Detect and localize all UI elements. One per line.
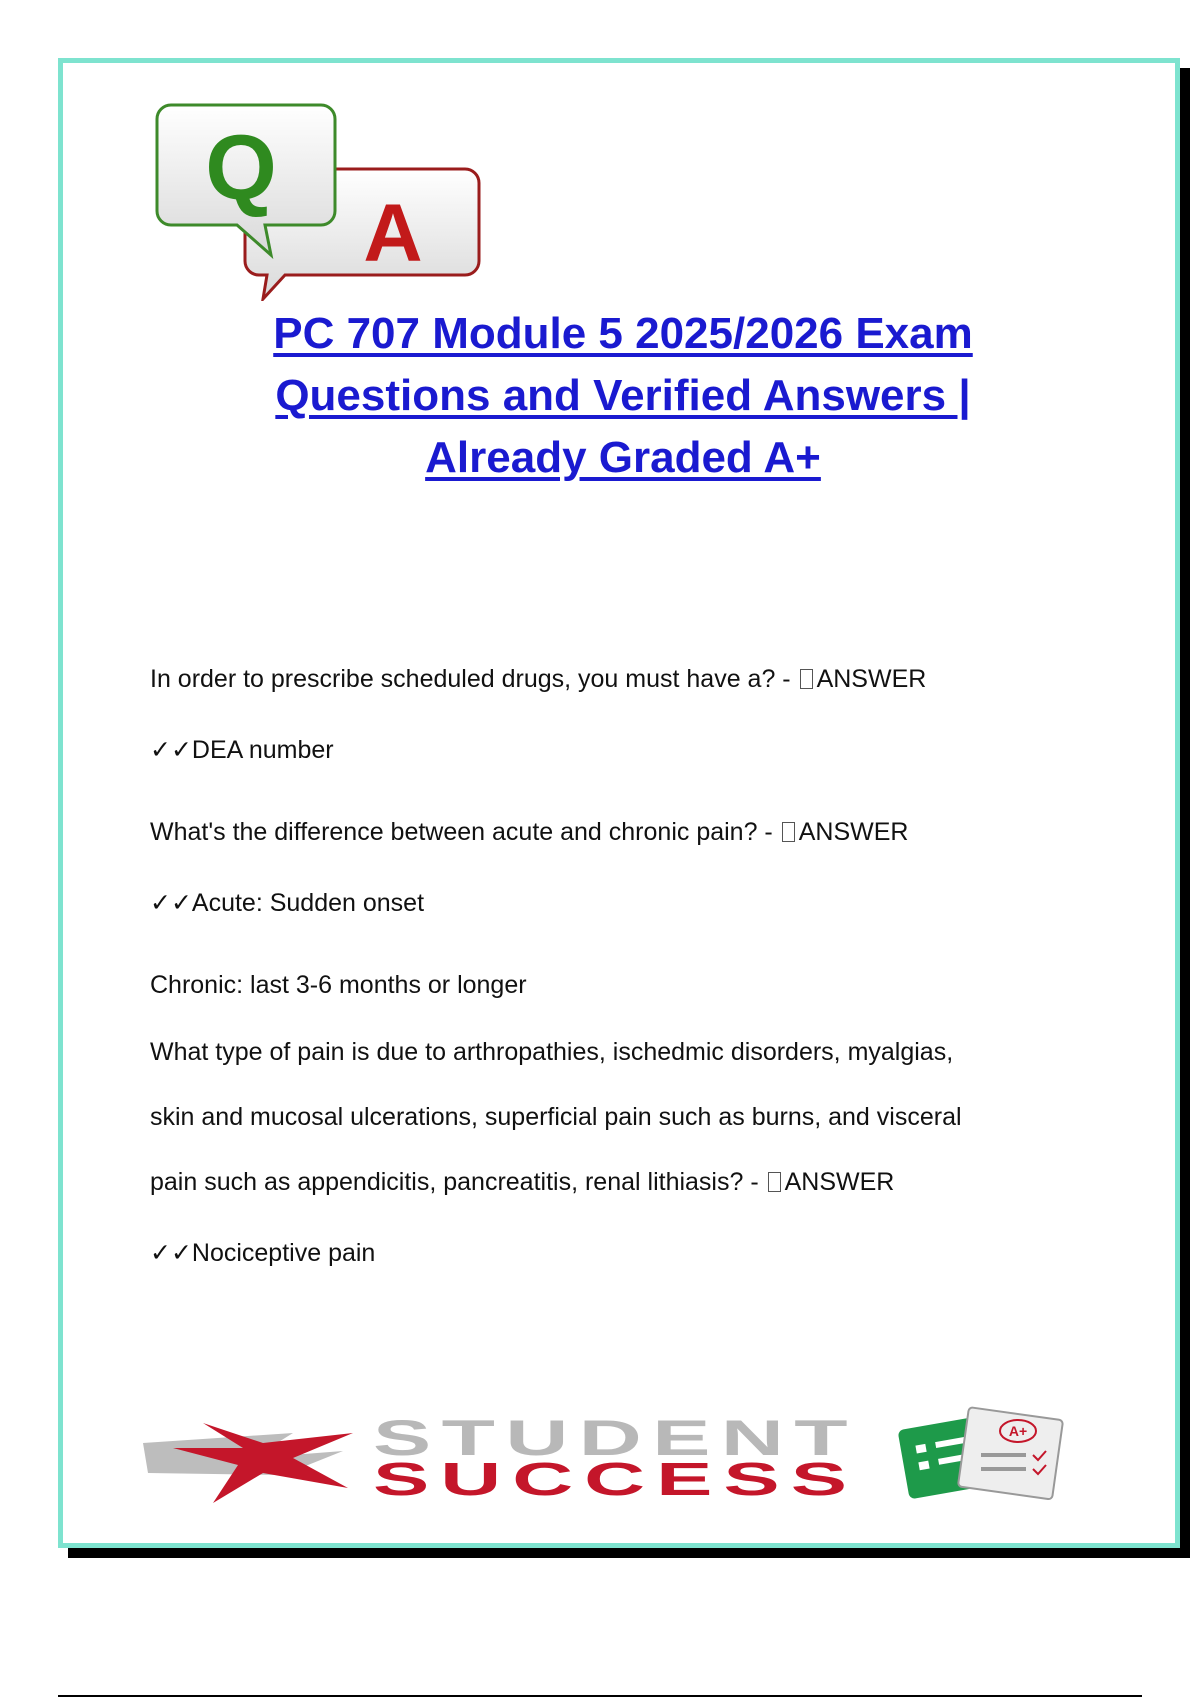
graded-paper-icon [958,1407,1063,1499]
question-3-line-3: pain such as appendicitis, pancreatitis, renal lithiasis? - ANSWER [150,1168,895,1196]
logo-student-text: STUDENT [373,1410,858,1466]
student-success-logo [143,1403,1093,1508]
qa-speech-bubbles-logo [155,91,515,301]
document-title [143,303,1103,489]
answer-2-line-1: ✓✓Acute: Sudden onset [150,889,425,917]
logo-badge-text: A+ [1008,1423,1028,1439]
a-letter: A [363,188,423,279]
page-bottom-rule [58,1695,1142,1697]
question-3-line-1: What type of pain is due to arthropathies, ischedmic disorders, myalgias, [150,1038,954,1066]
missing-glyph-icon [800,669,813,689]
page-frame [58,58,1180,1548]
missing-glyph-icon [768,1172,781,1192]
qa-list [150,663,1130,1269]
title-line-2: Questions and Verified Answers | [275,371,971,420]
star-swoosh-icon [143,1423,353,1503]
missing-glyph-icon [782,822,795,842]
answer-3: ✓✓Nociceptive pain [150,1239,376,1267]
q-letter: Q [205,117,277,219]
logo-success-text: SUCCESS [373,1453,858,1505]
question-3-line-2: skin and mucosal ulcerations, superficial pain such as burns, and visceral [150,1103,962,1131]
title-line-3: Already Graded A+ [425,433,821,482]
title-line-1: PC 707 Module 5 2025/2026 Exam [273,309,973,358]
answer-1: ✓✓DEA number [150,736,334,764]
answer-2-line-2: Chronic: last 3-6 months or longer [150,971,527,999]
question-1: In order to prescribe scheduled drugs, you must have a? - ANSWER [150,665,927,693]
question-2: What's the difference between acute and chronic pain? - ANSWER [150,818,909,846]
